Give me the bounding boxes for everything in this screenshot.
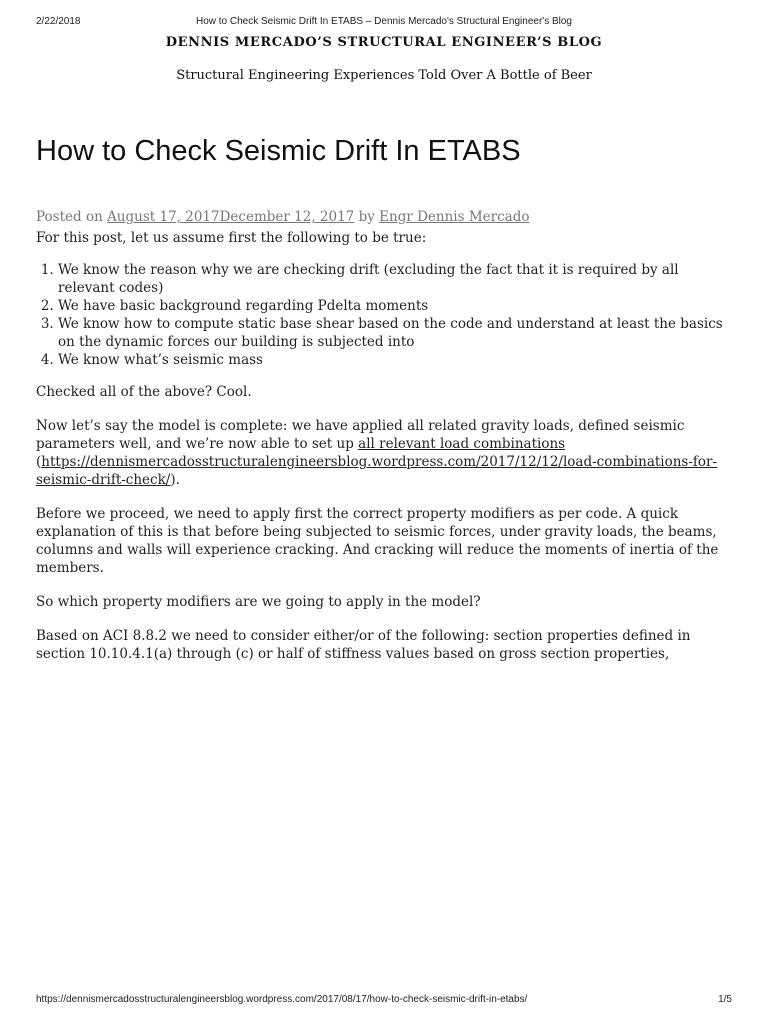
posted-on-label: Posted on xyxy=(36,209,103,225)
assumptions-list xyxy=(36,261,726,369)
load-combinations-link[interactable]: all relevant load combinations xyxy=(358,436,566,452)
site-title[interactable]: DENNIS MERCADO’S STRUCTURAL ENGINEER’S BLOG xyxy=(165,35,603,50)
print-header xyxy=(36,16,732,30)
post-date-link[interactable]: August 17, 2017December 12, 2017 xyxy=(107,209,355,225)
print-document-title: How to Check Seismic Drift In ETABS – Dennis Mercado's Structural Engineer's Blog xyxy=(195,16,572,27)
model-text: Now let’s say the model is complete: we have applied all related gravity loads, defined seismic parameters well, and we’re now able to set up xyxy=(36,418,685,452)
proceed-paragraph: Before we proceed, we need to apply first the correct property modifiers as per code. A quick explanation of this is that before being subjected to seismic forces, under gravity loads, the beams, columns and walls will experience cracking. And cracking will reduce the moments of inertia of the members. xyxy=(36,506,719,576)
paren-open: ( xyxy=(36,454,42,470)
print-url: https://dennismercadosstructuralengineersblog.wordpress.com/2017/08/17/how-to-check-seismic-drift-in-etabs/ xyxy=(36,994,528,1005)
list-item: 4. We know what’s seismic mass xyxy=(58,351,726,369)
checked-paragraph: Checked all of the above? Cool. xyxy=(36,384,252,400)
question-paragraph: So which property modifiers are we going to apply in the model? xyxy=(36,594,481,610)
model-paragraph xyxy=(36,417,726,489)
author-link[interactable]: Engr Dennis Mercado xyxy=(379,209,530,225)
print-date: 2/22/2018 xyxy=(36,16,81,27)
list-item: 2. We have basic background regarding Pdelta moments xyxy=(58,297,726,315)
page-number: 1/5 xyxy=(718,994,732,1005)
print-footer xyxy=(36,994,732,1008)
list-item: 3. We know how to compute static base shear based on the code and understand at least the basics on the dynamic forces our building is subjected into xyxy=(58,315,726,351)
site-tagline: Structural Engineering Experiences Told Over A Bottle of Beer xyxy=(176,68,592,83)
post-content xyxy=(36,229,726,679)
load-combinations-url-link[interactable]: https://dennismercadosstructuralengineersblog.wordpress.com/2017/12/12/load-combinations-for-seismic-drift-check/ xyxy=(36,454,718,488)
post-title: How to Check Seismic Drift In ETABS xyxy=(36,135,521,167)
paren-close: ). xyxy=(170,472,180,488)
by-label: by xyxy=(358,209,375,225)
list-item: 1. We know the reason why we are checking drift (excluding the fact that it is required by all relevant codes) xyxy=(58,261,726,297)
aci-paragraph: Based on ACI 8.8.2 we need to consider either/or of the following: section properties defined in section 10.10.4.1(a) through (c) or half of stiffness values based on gross section properties, xyxy=(36,628,691,662)
intro-paragraph: For this post, let us assume first the following to be true: xyxy=(36,230,427,246)
post-meta xyxy=(36,209,529,225)
